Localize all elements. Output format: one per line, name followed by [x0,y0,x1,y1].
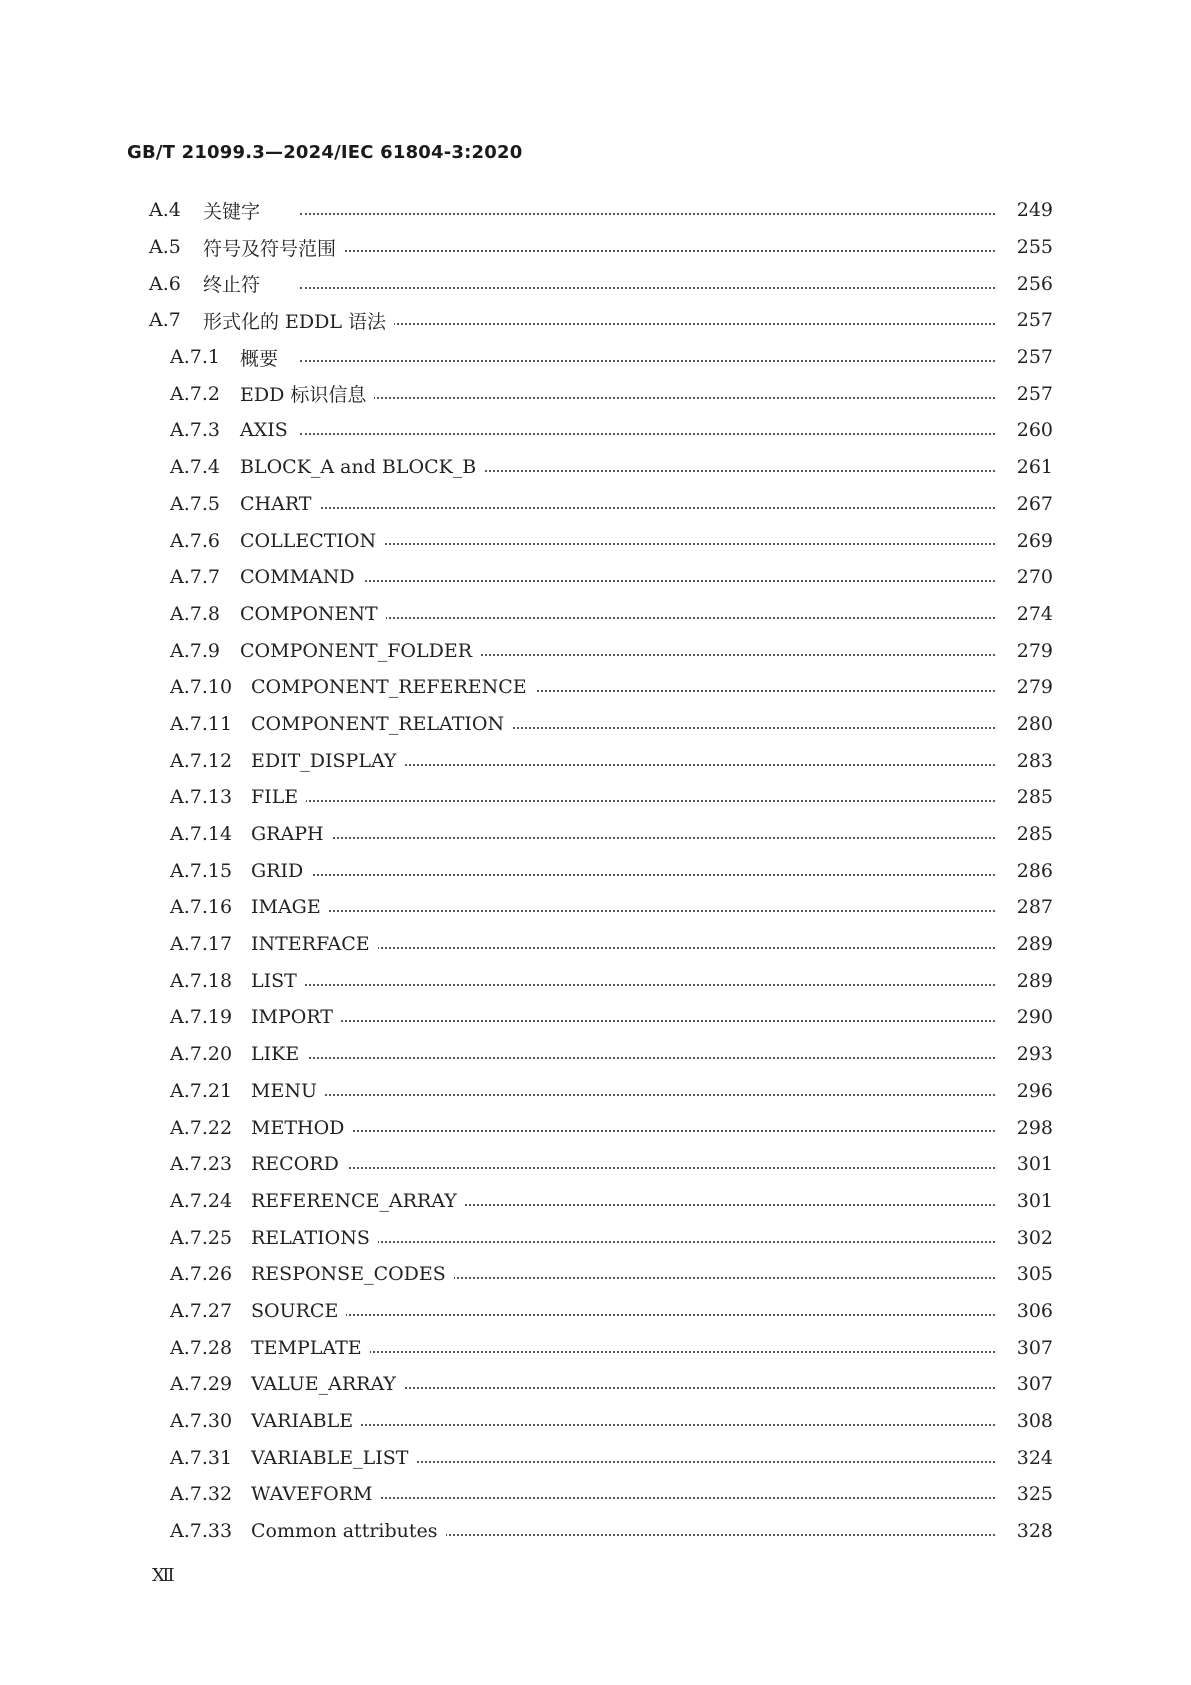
page-number: Ⅻ [152,1565,175,1586]
toc-entry-title: CHART [240,493,319,515]
toc-entry-number: A.7.15 [170,859,233,882]
toc-entry[interactable] [0,1219,1191,1256]
toc-entry-page: 267 [1013,493,1053,515]
toc-entry-page: 261 [1013,456,1053,478]
toc-dot-leader [300,1241,995,1243]
toc-dot-leader [300,1497,995,1499]
toc-dot-leader [300,250,995,252]
toc-entry-number: A.7.4 [170,456,220,479]
toc-entry-page: 274 [1013,603,1053,625]
toc-entry-page: 285 [1013,823,1053,845]
toc-entry-title: VALUE_ARRAY [251,1373,404,1395]
toc-entry-page: 325 [1013,1483,1053,1505]
toc-entry-page: 256 [1013,273,1053,295]
toc-entry-title: RECORD [251,1153,347,1175]
toc-entry[interactable] [0,265,1191,302]
toc-entry-number: A.7.21 [170,1079,233,1102]
toc-entry-number: A.7.5 [170,492,220,515]
toc-entry-title: 符号及符号范围 [203,234,344,261]
toc-entry-number: A.7.8 [170,602,220,625]
toc-entry-title: TEMPLATE [251,1337,370,1359]
toc-entry-number: A.7.31 [170,1446,233,1469]
toc-entry-number: A.7.9 [170,639,220,662]
toc-entry-title: 关键字 [203,197,268,224]
toc-entry[interactable] [0,412,1191,449]
toc-entry-page: 302 [1013,1227,1053,1249]
toc-entry-page: 301 [1013,1190,1053,1212]
toc-entry-number: A.6 [149,272,181,295]
toc-entry-title: 形式化的 EDDL 语法 [203,307,394,334]
toc-entry-title: METHOD [251,1117,352,1139]
toc-entry-title: COMPONENT [240,603,386,625]
toc-entry[interactable] [0,962,1191,999]
toc-entry[interactable] [0,779,1191,816]
toc-entry-number: A.7.22 [170,1116,233,1139]
toc-dot-leader [300,360,995,362]
toc-entry-page: 285 [1013,786,1053,808]
table-of-contents [0,192,1191,1549]
toc-entry[interactable] [0,1366,1191,1403]
toc-dot-leader [300,1351,995,1353]
toc-entry[interactable] [0,596,1191,633]
toc-entry-page: 307 [1013,1373,1053,1395]
toc-entry[interactable] [0,229,1191,266]
toc-entry-page: 289 [1013,970,1053,992]
toc-entry-title: VARIABLE [251,1410,361,1432]
toc-entry-title: SOURCE [251,1300,346,1322]
toc-entry[interactable] [0,1036,1191,1073]
toc-entry-title: RELATIONS [251,1227,378,1249]
toc-entry-number: A.7.3 [170,419,220,442]
toc-entry-number: A.7.19 [170,1006,233,1029]
toc-entry[interactable] [0,1403,1191,1440]
toc-entry-page: 260 [1013,419,1053,441]
toc-entry-number: A.7 [149,309,181,332]
toc-entry[interactable] [0,339,1191,376]
toc-entry-number: A.7.28 [170,1336,233,1359]
toc-entry-page: 255 [1013,236,1053,258]
toc-dot-leader [300,984,995,986]
toc-entry-page: 328 [1013,1520,1053,1542]
toc-entry[interactable] [0,632,1191,669]
toc-dot-leader [300,287,995,289]
toc-dot-leader [300,543,995,545]
toc-entry-page: 279 [1013,640,1053,662]
toc-entry[interactable] [0,1439,1191,1476]
toc-entry-page: 269 [1013,530,1053,552]
toc-dot-leader [300,1314,995,1316]
toc-entry-title: LIST [251,970,305,992]
toc-entry-title: GRID [251,860,311,882]
toc-dot-leader [300,1057,995,1059]
toc-entry-title: RESPONSE_CODES [251,1263,454,1285]
toc-entry-number: A.7.25 [170,1226,233,1249]
toc-entry-number: A.7.18 [170,969,233,992]
toc-dot-leader [300,1387,995,1389]
toc-entry-title: AXIS [240,419,296,441]
toc-entry-title: EDD 标识信息 [240,380,374,407]
toc-dot-leader [300,910,995,912]
toc-entry[interactable] [0,816,1191,853]
toc-entry[interactable] [0,1183,1191,1220]
toc-entry[interactable] [0,522,1191,559]
toc-entry-page: 279 [1013,676,1053,698]
toc-entry-page: 257 [1013,346,1053,368]
toc-entry-number: A.7.11 [170,712,233,735]
toc-entry-number: A.7.7 [170,566,220,589]
toc-dot-leader [300,617,995,619]
toc-entry-number: A.7.32 [170,1483,233,1506]
toc-entry-page: 287 [1013,896,1053,918]
toc-entry-title: IMAGE [251,896,329,918]
toc-entry[interactable] [0,1293,1191,1330]
toc-entry[interactable] [0,1256,1191,1293]
toc-dot-leader [300,213,995,215]
toc-entry-number: A.4 [149,199,181,222]
toc-entry[interactable] [0,1109,1191,1146]
toc-entry[interactable] [0,999,1191,1036]
toc-entry-number: A.7.24 [170,1189,233,1212]
toc-entry-page: 249 [1013,199,1053,221]
toc-entry-title: MENU [251,1080,325,1102]
toc-entry-page: 296 [1013,1080,1053,1102]
toc-entry-number: A.7.30 [170,1410,233,1433]
toc-entry-page: 293 [1013,1043,1053,1065]
toc-entry-number: A.7.10 [170,676,233,699]
toc-entry[interactable] [0,852,1191,889]
toc-entry-title: Common attributes [251,1520,446,1542]
toc-entry[interactable] [0,1476,1191,1513]
toc-entry[interactable] [0,669,1191,706]
toc-entry[interactable] [0,742,1191,779]
toc-entry-title: 概要 [240,344,286,371]
toc-entry-page: 324 [1013,1447,1053,1469]
toc-entry-title: IMPORT [251,1006,341,1028]
toc-entry[interactable] [0,1146,1191,1183]
toc-entry-title: 终止符 [203,270,268,297]
toc-dot-leader [300,580,995,582]
toc-entry-title: REFERENCE_ARRAY [251,1190,465,1212]
toc-entry-number: A.7.33 [170,1520,233,1543]
toc-entry-page: 301 [1013,1153,1053,1175]
toc-entry[interactable] [0,926,1191,963]
toc-entry[interactable] [0,706,1191,743]
toc-entry-page: 270 [1013,566,1053,588]
toc-dot-leader [300,323,995,325]
toc-entry-title: WAVEFORM [251,1483,380,1505]
toc-entry-title: BLOCK_A and BLOCK_B [240,456,484,478]
toc-entry-number: A.7.12 [170,749,233,772]
toc-entry-number: A.7.23 [170,1153,233,1176]
toc-entry-number: A.5 [149,236,181,259]
toc-dot-leader [300,1167,995,1169]
toc-dot-leader [300,874,995,876]
toc-entry-number: A.7.29 [170,1373,233,1396]
toc-entry-page: 298 [1013,1117,1053,1139]
toc-entry-page: 257 [1013,383,1053,405]
toc-entry[interactable] [0,486,1191,523]
toc-dot-leader [300,837,995,839]
toc-entry-page: 308 [1013,1410,1053,1432]
toc-dot-leader [300,433,995,435]
toc-entry[interactable] [0,302,1191,339]
toc-entry-title: COMPONENT_RELATION [251,713,512,735]
toc-entry-title: INTERFACE [251,933,378,955]
toc-entry[interactable] [0,889,1191,926]
toc-entry[interactable] [0,192,1191,229]
toc-dot-leader [300,947,995,949]
toc-dot-leader [300,1130,995,1132]
toc-entry-number: A.7.1 [170,346,220,369]
toc-entry-title: COMPONENT_REFERENCE [251,676,535,698]
toc-entry-title: COMPONENT_FOLDER [240,640,480,662]
toc-entry-page: 257 [1013,309,1053,331]
toc-entry-page: 307 [1013,1337,1053,1359]
toc-entry-number: A.7.27 [170,1299,233,1322]
toc-entry-title: COMMAND [240,566,363,588]
toc-entry-title: VARIABLE_LIST [251,1447,416,1469]
toc-entry-page: 280 [1013,713,1053,735]
toc-entry[interactable] [0,1073,1191,1110]
toc-entry-page: 286 [1013,860,1053,882]
toc-entry[interactable] [0,449,1191,486]
toc-entry-page: 306 [1013,1300,1053,1322]
document-header: GB/T 21099.3—2024/IEC 61804-3:2020 [127,142,523,163]
toc-entry-page: 290 [1013,1006,1053,1028]
toc-dot-leader [300,1020,995,1022]
toc-entry-number: A.7.26 [170,1263,233,1286]
toc-entry-title: COLLECTION [240,530,384,552]
toc-entry-page: 305 [1013,1263,1053,1285]
toc-dot-leader [300,397,995,399]
toc-entry[interactable] [0,559,1191,596]
toc-dot-leader [300,1094,995,1096]
toc-entry-number: A.7.20 [170,1043,233,1066]
toc-entry-title: GRAPH [251,823,332,845]
toc-dot-leader [300,800,995,802]
toc-entry-number: A.7.14 [170,823,233,846]
toc-dot-leader [300,1424,995,1426]
toc-entry-title: LIKE [251,1043,307,1065]
toc-entry-number: A.7.6 [170,529,220,552]
toc-entry-number: A.7.16 [170,896,233,919]
toc-entry-title: EDIT_DISPLAY [251,750,404,772]
toc-entry-number: A.7.13 [170,786,233,809]
toc-dot-leader [300,507,995,509]
toc-entry-page: 283 [1013,750,1053,772]
toc-entry[interactable] [0,1329,1191,1366]
toc-entry-title: FILE [251,786,306,808]
toc-entry[interactable] [0,375,1191,412]
toc-entry-number: A.7.2 [170,382,220,405]
toc-entry[interactable] [0,1513,1191,1550]
toc-entry-number: A.7.17 [170,933,233,956]
toc-entry-page: 289 [1013,933,1053,955]
